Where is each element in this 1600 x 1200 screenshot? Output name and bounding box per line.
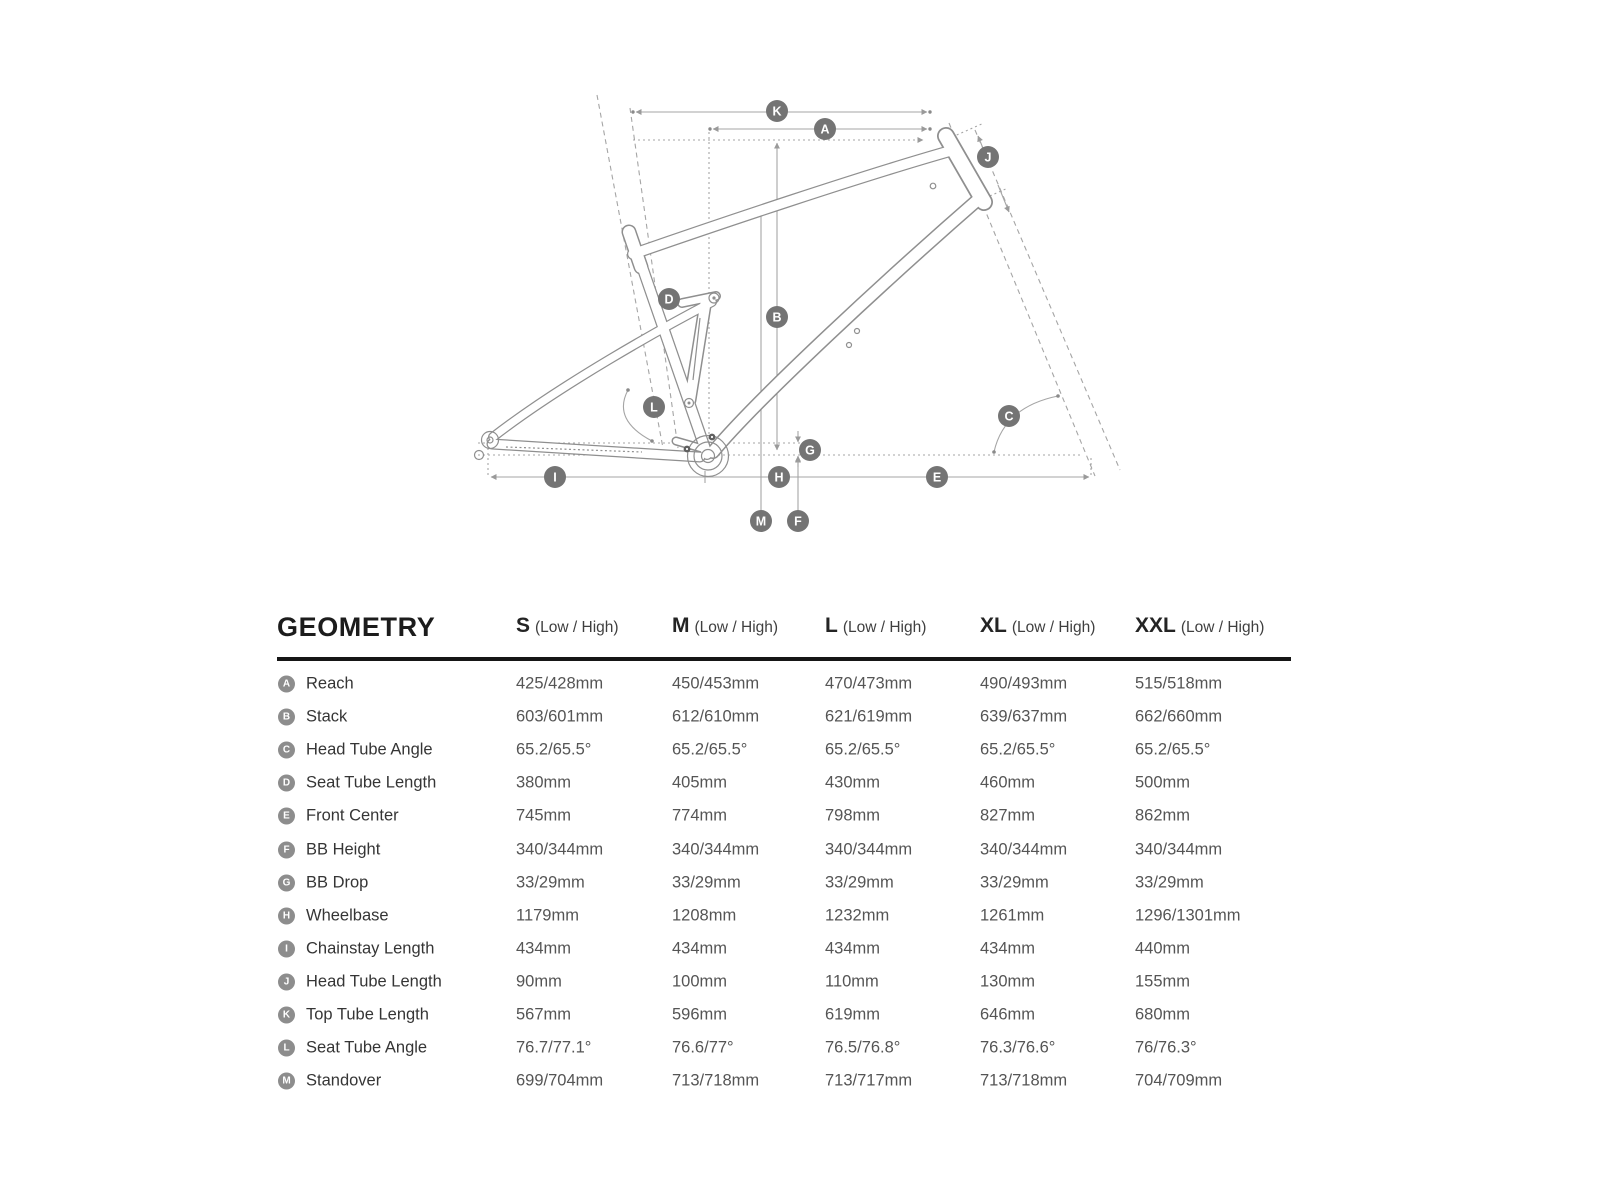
cell-s: 33/29mm: [516, 873, 585, 892]
cell-m: 434mm: [672, 939, 728, 958]
bike-geometry-diagram: [440, 85, 1140, 545]
cell-l: 619mm: [825, 1005, 881, 1024]
cell-s: 603/601mm: [516, 707, 604, 726]
col-header-s: [516, 614, 619, 638]
row-label: Head Tube Angle: [306, 740, 433, 759]
svg-text:A: A: [820, 122, 830, 137]
cell-xxl: 515/518mm: [1135, 674, 1223, 693]
cell-l: 340/344mm: [825, 840, 913, 859]
svg-text:G: G: [805, 443, 815, 458]
cell-m: 340/344mm: [672, 840, 760, 859]
row-badge: L: [278, 1040, 295, 1057]
cell-m: 450/453mm: [672, 674, 760, 693]
diagram-marker-d: [658, 288, 680, 310]
cell-xl: 130mm: [980, 972, 1036, 991]
row-label: Reach: [306, 674, 354, 693]
cell-xxl: 500mm: [1135, 773, 1191, 792]
diagram-marker-j: [977, 146, 999, 168]
cell-m: 65.2/65.5°: [672, 740, 748, 759]
row-label: Wheelbase: [306, 906, 389, 925]
table-row-reach: [277, 668, 1292, 701]
cell-s: 745mm: [516, 806, 572, 825]
row-label: Seat Tube Length: [306, 773, 437, 792]
cell-s: 65.2/65.5°: [516, 740, 592, 759]
cell-xxl: 65.2/65.5°: [1135, 740, 1211, 759]
table-title: GEOMETRY: [277, 612, 436, 642]
cell-s: 567mm: [516, 1005, 572, 1024]
cell-xl: 713/718mm: [980, 1071, 1068, 1090]
svg-text:J: J: [984, 150, 992, 165]
row-label: Head Tube Length: [306, 972, 442, 991]
row-badge: B: [278, 709, 295, 726]
col-header-m: [672, 614, 778, 638]
diagram-marker-g: [799, 439, 821, 461]
cell-l: 434mm: [825, 939, 881, 958]
diagram-marker-i: [544, 466, 566, 488]
diagram-marker-k: [766, 100, 788, 122]
row-badge: E: [278, 808, 295, 825]
cell-l: 76.5/76.8°: [825, 1038, 901, 1057]
cell-xl: 76.3/76.6°: [980, 1038, 1056, 1057]
diagram-marker-b: [766, 306, 788, 328]
cell-xxl: 155mm: [1135, 972, 1191, 991]
size-label-xl: XL: [980, 614, 1007, 637]
frame-outline: [492, 136, 984, 457]
cell-xl: 646mm: [980, 1005, 1036, 1024]
cell-m: 713/718mm: [672, 1071, 760, 1090]
cell-xxl: 440mm: [1135, 939, 1191, 958]
cell-l: 110mm: [825, 972, 879, 991]
cell-m: 76.6/77°: [672, 1038, 734, 1057]
cell-xxl: 662/660mm: [1135, 707, 1223, 726]
cell-l: 713/717mm: [825, 1071, 913, 1090]
row-badge: G: [278, 874, 295, 891]
cell-xl: 340/344mm: [980, 840, 1068, 859]
cell-xxl: 704/709mm: [1135, 1071, 1223, 1090]
row-label: BB Drop: [306, 873, 369, 892]
svg-text:F: F: [794, 514, 802, 529]
size-range-l: (Low / High): [842, 619, 927, 636]
cell-m: 774mm: [672, 806, 728, 825]
table-row-stack: [277, 701, 1292, 734]
diagram-marker-m: [750, 510, 772, 532]
cell-xl: 1261mm: [980, 906, 1045, 925]
cell-m: 612/610mm: [672, 707, 760, 726]
cell-xxl: 340/344mm: [1135, 840, 1223, 859]
row-label: BB Height: [306, 840, 381, 859]
cell-xl: 434mm: [980, 939, 1036, 958]
diagram-marker-h: [768, 466, 790, 488]
cell-l: 65.2/65.5°: [825, 740, 901, 759]
cell-m: 596mm: [672, 1005, 728, 1024]
cell-xxl: 862mm: [1135, 806, 1191, 825]
row-badge: C: [278, 742, 295, 759]
col-header-xxl: [1135, 614, 1264, 638]
size-label-m: M: [672, 614, 690, 637]
size-label-l: L: [825, 614, 838, 637]
table-rows: [277, 668, 1292, 1098]
cell-xl: 827mm: [980, 806, 1036, 825]
cell-m: 33/29mm: [672, 873, 741, 892]
svg-text:L: L: [650, 400, 658, 415]
cell-xxl: 680mm: [1135, 1005, 1191, 1024]
cell-xl: 65.2/65.5°: [980, 740, 1056, 759]
size-range-m: (Low / High): [694, 619, 779, 636]
diagram-marker-f: [787, 510, 809, 532]
row-badge: F: [278, 841, 295, 858]
diagram-marker-e: [926, 466, 948, 488]
cell-s: 76.7/77.1°: [516, 1038, 592, 1057]
svg-text:I: I: [553, 470, 557, 485]
size-range-xl: (Low / High): [1011, 619, 1096, 636]
table-row-front-center: [277, 800, 1292, 833]
cell-s: 1179mm: [516, 906, 579, 925]
col-header-l: [825, 614, 926, 638]
row-label: Stack: [306, 707, 348, 726]
table-row-chainstay-length: [277, 932, 1292, 965]
cell-l: 1232mm: [825, 906, 890, 925]
size-range-s: (Low / High): [535, 619, 619, 636]
row-badge: J: [278, 973, 295, 990]
row-badge: I: [278, 940, 295, 957]
row-badge: A: [278, 676, 295, 693]
cell-xxl: 33/29mm: [1135, 873, 1204, 892]
row-label: Chainstay Length: [306, 939, 435, 958]
cell-s: 434mm: [516, 939, 572, 958]
cell-l: 621/619mm: [825, 707, 913, 726]
diagram-marker-c: [998, 405, 1020, 427]
cell-xl: 490/493mm: [980, 674, 1068, 693]
row-badge: K: [278, 1006, 295, 1023]
table-row-seat-tube-length: [277, 767, 1292, 800]
cell-l: 798mm: [825, 806, 881, 825]
svg-text:E: E: [932, 470, 942, 485]
cell-s: 340/344mm: [516, 840, 604, 859]
svg-text:H: H: [774, 470, 784, 485]
cell-xl: 33/29mm: [980, 873, 1049, 892]
col-header-xl: [980, 614, 1095, 638]
cell-s: 90mm: [516, 972, 562, 991]
cell-m: 100mm: [672, 972, 728, 991]
cell-s: 425/428mm: [516, 674, 604, 693]
table-row-bb-drop: [277, 866, 1292, 899]
cell-l: 470/473mm: [825, 674, 913, 693]
table-row-head-tube-length: [277, 965, 1292, 998]
size-label-s: S: [516, 614, 531, 637]
svg-text:D: D: [664, 292, 674, 307]
size-range-xxl: (Low / High): [1180, 619, 1265, 636]
svg-text:M: M: [755, 514, 767, 529]
cell-xxl: 76/76.3°: [1135, 1038, 1197, 1057]
table-row-seat-tube-angle: [277, 1032, 1292, 1065]
table-row-head-tube-angle: [277, 734, 1292, 767]
svg-text:K: K: [772, 104, 782, 119]
table-row-wheelbase: [277, 899, 1292, 932]
diagram-marker-l: [643, 396, 665, 418]
row-label: Top Tube Length: [306, 1005, 429, 1024]
cell-s: 380mm: [516, 773, 572, 792]
size-label-xxl: XXL: [1135, 614, 1176, 637]
cell-xl: 639/637mm: [980, 707, 1068, 726]
row-label: Front Center: [306, 806, 399, 825]
cell-xxl: 1296/1301mm: [1135, 906, 1241, 925]
table-row-top-tube-length: [277, 998, 1292, 1031]
cell-l: 430mm: [825, 773, 881, 792]
row-label: Standover: [306, 1071, 382, 1090]
table-row-standover: [277, 1065, 1292, 1098]
geometry-table: [277, 595, 1292, 1115]
row-badge: H: [278, 907, 295, 924]
cell-m: 1208mm: [672, 906, 737, 925]
frame-body: [492, 136, 984, 457]
cell-m: 405mm: [672, 773, 728, 792]
cell-l: 33/29mm: [825, 873, 894, 892]
table-row-bb-height: [277, 833, 1292, 866]
row-badge: M: [278, 1073, 295, 1090]
cell-xl: 460mm: [980, 773, 1036, 792]
svg-text:C: C: [1004, 409, 1014, 424]
diagram-marker-a: [814, 118, 836, 140]
row-badge: D: [278, 775, 295, 792]
row-label: Seat Tube Angle: [306, 1038, 428, 1057]
header-rule: [277, 657, 1291, 661]
cell-s: 699/704mm: [516, 1071, 604, 1090]
svg-text:B: B: [772, 310, 782, 325]
